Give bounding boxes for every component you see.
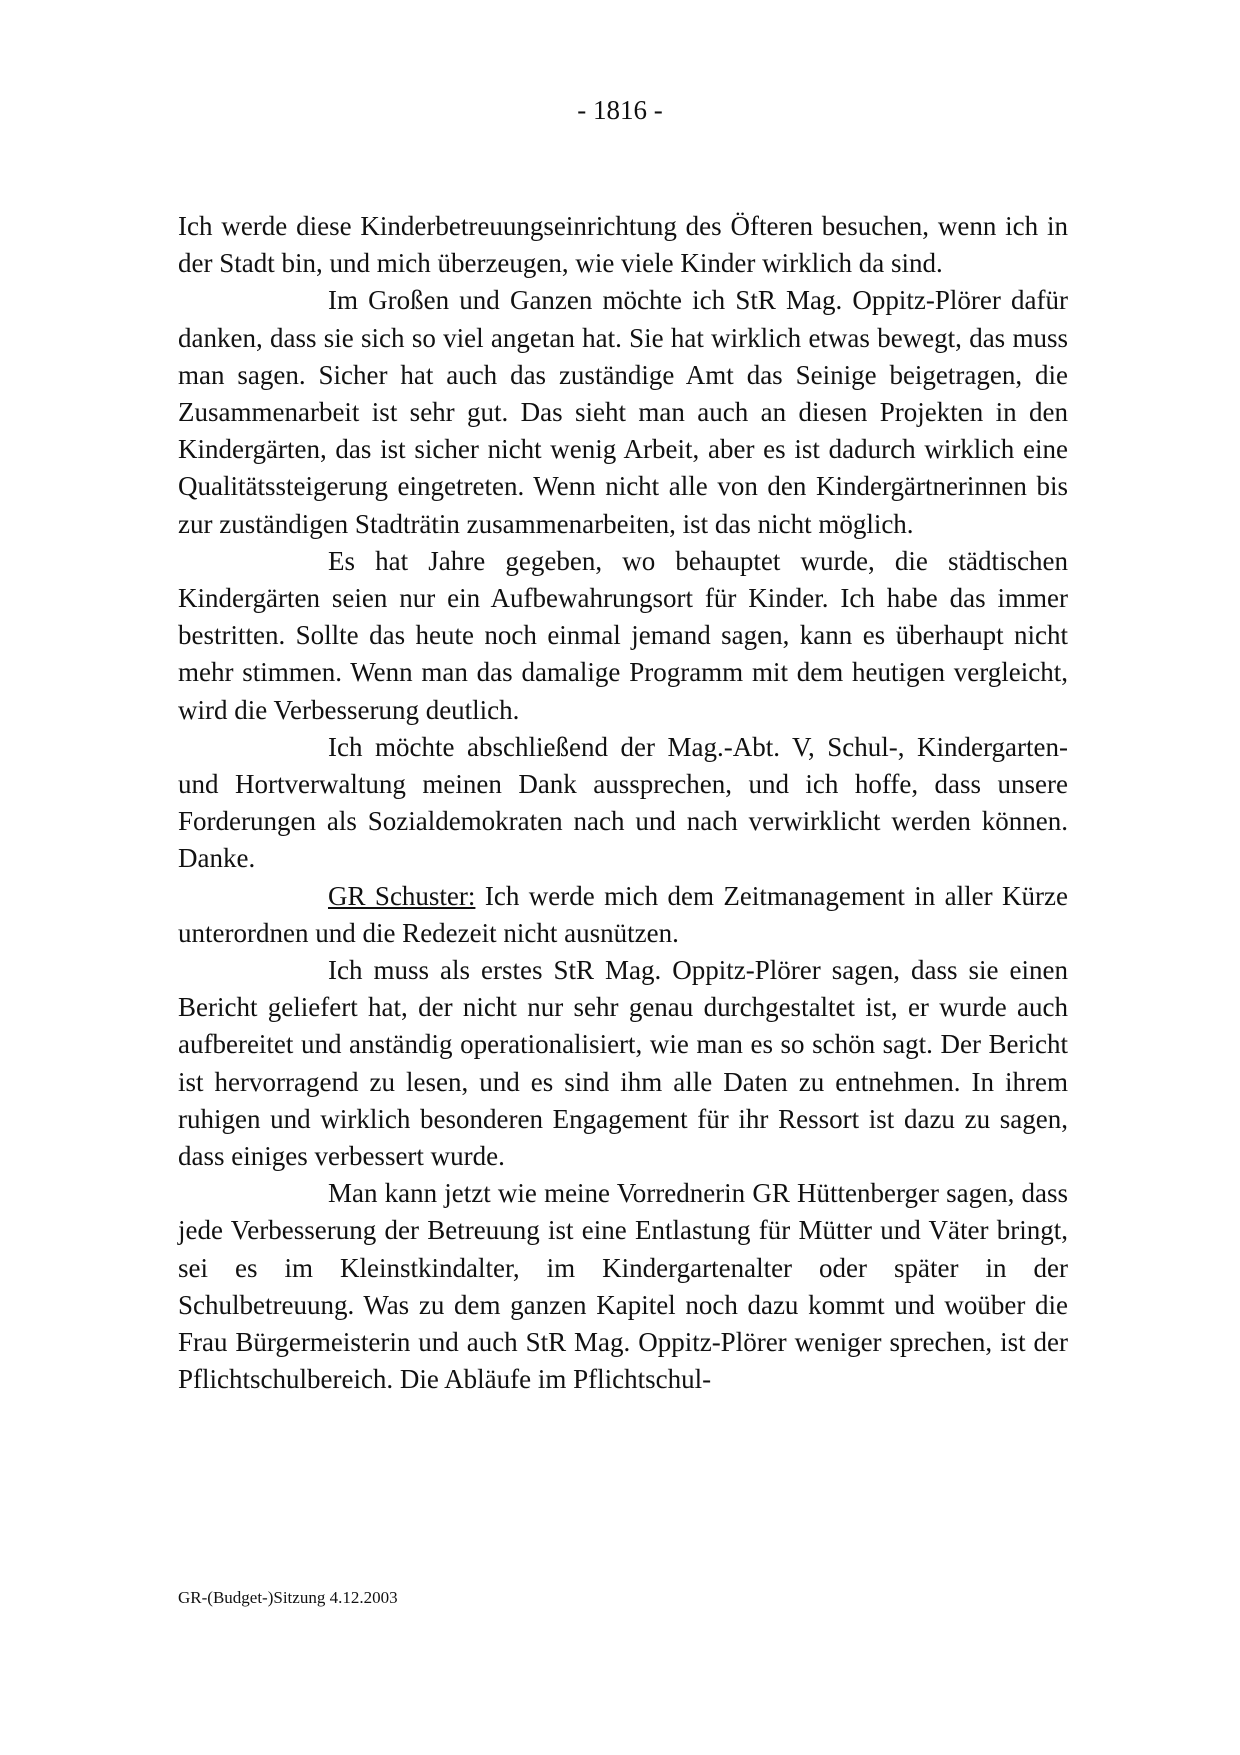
paragraph-1-text: Ich werde diese Kinderbetreuungseinrichtung des Öfteren besuchen, wenn ich in der Stadt bin, und mich überzeugen, wie viele Kinder wirklich da sind.	[178, 211, 1068, 279]
paragraph-6-text: Ich muss als erstes StR Mag. Oppitz-Plörer sagen, dass sie einen Bericht geliefert hat, der nicht nur sehr genau durchgestaltet ist, er wurde auch aufbereitet und anständig operationalisiert, wie man es so schön sagt. Der Bericht ist hervorragend zu lesen, und es sind ihm alle Daten zu entnehmen. In ihrem ruhigen und wirklich besonderen Engagement für ihr Ressort ist dazu zu sagen, dass einiges verbessert wurde.	[178, 955, 1068, 1172]
paragraph-7-text: Man kann jetzt wie meine Vorrednerin GR Hüttenberger sagen, dass jede Verbesserung der Betreuung ist eine Entlastung für Mütter und Väter bringt, sei es im Kleinstkindalter, im Kindergartenalter oder später in der Schulbetreuung. Was zu dem ganzen Kapitel noch dazu kommt und woüber die Frau Bürgermeisterin und auch StR Mag. Oppitz-Plörer weniger sprechen, ist der Pflichtschulbereich. Die Abläufe im Pflichtschul-	[178, 1178, 1068, 1395]
paragraph-2-text: Im Großen und Ganzen möchte ich StR Mag. Oppitz-Plörer dafür danken, dass sie sich so viel angetan hat. Sie hat wirklich etwas bewegt, das muss man sagen. Sicher hat auch das zuständige Amt das Seinige beigetragen, die Zusammenarbeit ist sehr gut. Das sieht man auch an diesen Projekten in den Kindergärten, das ist sicher nicht wenig Arbeit, aber es ist dadurch wirklich eine Qualitätssteigerung eingetreten. Wenn nicht alle von den Kindergärtnerinnen bis zur zuständigen Stadträtin zusammenarbeiten, ist das nicht möglich.	[178, 285, 1068, 539]
paragraph-3	[178, 543, 1068, 729]
paragraph-1	[178, 208, 1068, 282]
footer-session-label: GR-(Budget-)Sitzung 4.12.2003	[178, 1588, 398, 1607]
paragraph-3-text: Es hat Jahre gegeben, wo behauptet wurde, die städtischen Kindergärten seien nur ein Aufbewahrungsort für Kinder. Ich habe das immer bestritten. Sollte das heute noch einmal jemand sagen, kann es überhaupt nicht mehr stimmen. Wenn man das damalige Programm mit dem heutigen vergleicht, wird die Verbesserung deutlich.	[178, 545, 1068, 725]
paragraph-5	[178, 878, 1068, 952]
paragraph-7	[178, 1175, 1068, 1398]
paragraph-6	[178, 952, 1068, 1175]
paragraph-4	[178, 729, 1068, 878]
paragraph-2	[178, 282, 1068, 542]
paragraph-5-text: Ich werde mich dem Zeitmanagement in aller Kürze unterordnen und die Redezeit nicht ausnützen.	[178, 880, 1069, 948]
page-number: - 1816 -	[577, 95, 663, 125]
document-body	[178, 208, 1068, 1399]
paragraph-4-text: Ich möchte abschließend der Mag.-Abt. V, Schul-, Kindergarten- und Hortverwaltung meinen Dank aussprechen, und ich hoffe, dass unsere Forderungen als Sozialdemokraten nach und nach verwirklicht werden können. Danke.	[178, 731, 1068, 874]
speaker-name: GR Schuster:	[328, 880, 476, 911]
